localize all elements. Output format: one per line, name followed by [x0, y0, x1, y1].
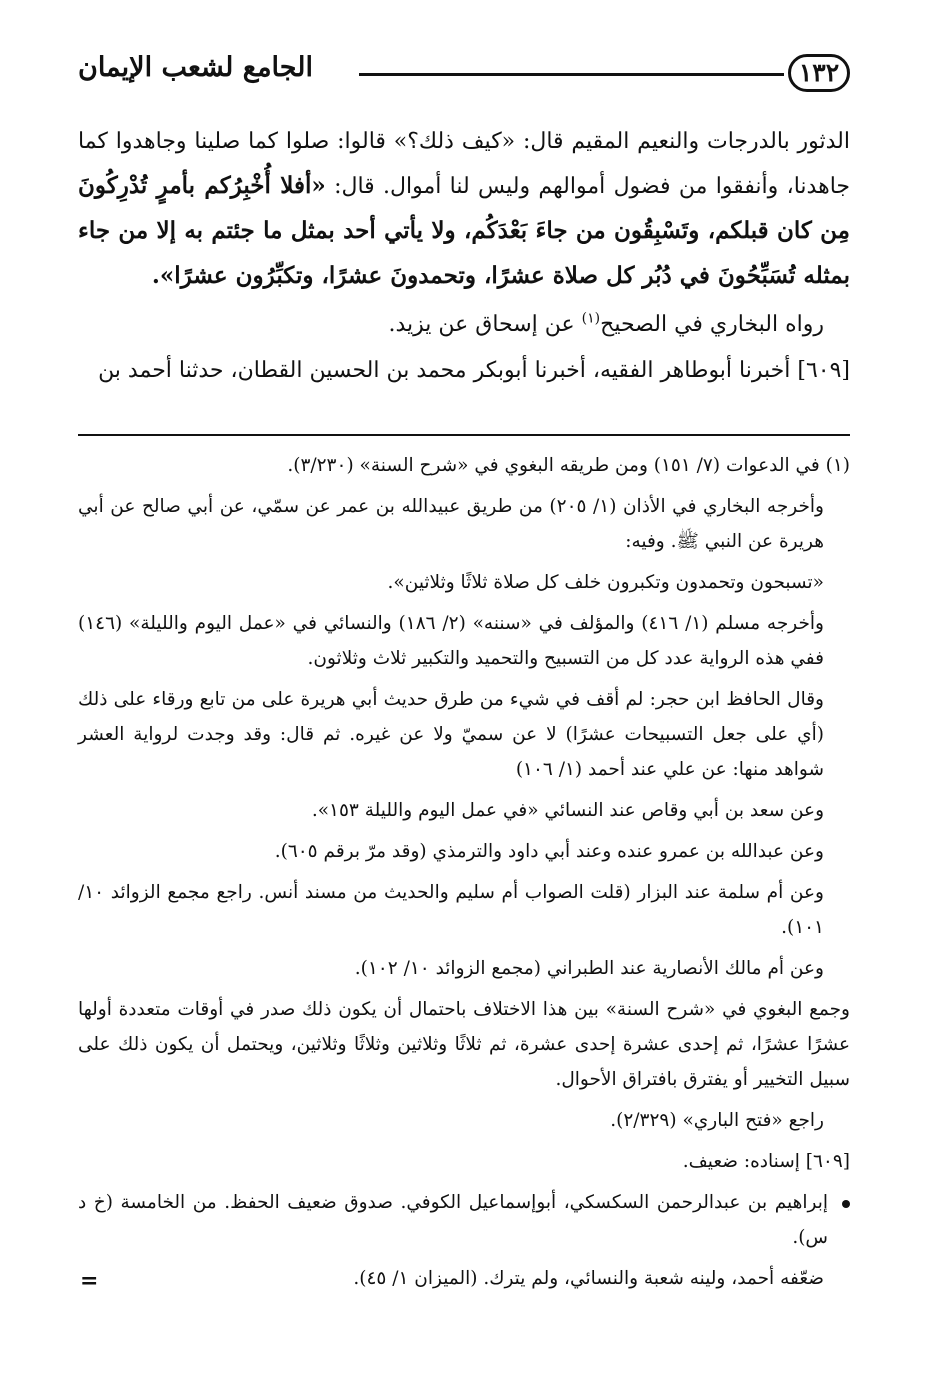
footnote-ref: (١)	[581, 310, 601, 327]
footnote-paragraph: وعن أم مالك الأنصارية عند الطبراني (مجمع الزوائد ١٠/ ١٠٢).	[354, 958, 824, 979]
footnote-separator	[78, 434, 850, 436]
footnote-paragraph: وجمع البغوي في «شرح السنة» بين هذا الاختلاف باحتمال أن يكون ذلك صدر في أوقات متعددة أولها عشرًا عشرًا، ثم إحدى عشرة إحدى عشرة، ثم ثلاثًا وثلاثين وثلاثًا وثلاثين، ويحتمل أن يكون ذلك على سبيل التخيير أو يفترق بافتراق الأحوال.	[78, 999, 850, 1090]
header-rule	[359, 73, 784, 76]
footnote-heading: [٦٠٩] إسناده: ضعيف.	[682, 1151, 850, 1172]
footnote-paragraph: وعن سعد بن أبي وقاص عند النسائي «في عمل اليوم والليلة ١٥٣».	[311, 800, 824, 821]
hadith-text: «أفلا أُخْبِرُكم بأمرٍ تُدْرِكُونَ مِن كان قبلكم، وتَسْبِقُون من جاءَ بَعْدَكُم، ولا يأتي أحد بمثل ما جئتم به إلا من جاء بمثله تُسَبِّحُونَ في دُبُر كل صلاة عشرًا، وتحمدونَ عشرًا، وتكبِّرُون عشرًا».	[78, 172, 850, 289]
source-line	[78, 303, 850, 347]
next-chain: أخبرنا أبوطاهر الفقيه، أخبرنا أبوبكر محمد بن الحسين القطان، حدثنا أحمد بن	[98, 358, 791, 383]
hadith-number: [٦٠٩]	[797, 358, 850, 383]
main-paragraph	[78, 120, 850, 299]
next-hadith	[78, 349, 850, 393]
bullet-icon	[842, 1200, 850, 1208]
footnote-paragraph: وأخرجه البخاري في الأذان (١/ ٢٠٥) من طريق عبيدالله بن عمر عن سمّي، عن أبي صالح عن أبي هريرة عن النبي ﷺ. وفيه:	[78, 496, 824, 552]
footnote-paragraph: وعن عبدالله بن عمرو عنده وعند أبي داود والترمذي (وقد مرّ برقم ٦٠٥).	[274, 841, 824, 862]
footnote-paragraph: وأخرجه مسلم (١/ ٤١٦) والمؤلف في «سننه» (٢/ ١٨٦) والنسائي في «عمل اليوم والليلة» (١٤٦) ففي هذه الرواية عدد كل من التسبيح والتحميد والتكبير ثلاث وثلاثون.	[78, 613, 824, 669]
footnote-1: (١) في الدعوات (٧/ ١٥١) ومن طريقه البغوي في «شرح السنة» (٣/٢٣٠).	[287, 455, 850, 476]
footnote-paragraph: راجع «فتح الباري» (٢/٣٢٩).	[610, 1110, 824, 1131]
source-text-b: عن إسحاق عن يزيد.	[388, 312, 575, 337]
footnotes	[78, 448, 850, 1302]
footnote-paragraph: وعن أم سلمة عند البزار (قلت الصواب أم سليم والحديث من مسند أنس. راجع مجمع الزوائد ١٠/ ١٠١).	[78, 882, 824, 938]
narrator-entry	[78, 1185, 850, 1255]
narration-text: الدثور بالدرجات والنعيم المقيم قال: «كيف ذلك؟» قالوا: صلوا كما صلينا وجاهدوا كما جاهدنا، وأنفقوا من فضول أموالهم وليس لنا أموال. قال:	[78, 129, 850, 199]
footnote-paragraph: «تسبحون وتحمدون وتكبرون خلف كل صلاة ثلاثًا وثلاثين».	[387, 572, 824, 593]
main-text	[78, 120, 850, 393]
source-text-a: رواه البخاري في الصحيح	[600, 312, 824, 337]
footnote-paragraph: وقال الحافظ ابن حجر: لم أقف في شيء من طرق حديث أبي هريرة على من تابع ورقاء على ذلك (أي على جعل التسبيحات عشرًا) لا عن سميّ ولا عن غيره. ثم قال: وقد وجدت لرواية العشر شواهد منها: عن علي عند أحمد (١/ ١٠٦)	[78, 689, 824, 780]
page-number: ١٣٢	[788, 54, 850, 92]
page-header	[78, 44, 850, 108]
footnote-paragraph: ضعّفه أحمد، ولينه شعبة والنسائي، ولم يترك. (الميزان ١/ ٤٥).	[353, 1268, 824, 1289]
narrator-text: إبراهيم بن عبدالرحمن السكسكي، أبوإسماعيل الكوفي. صدوق ضعيف الحفظ. من الخامسة (خ د س).	[78, 1192, 828, 1248]
book-title: الجامع لشعب الإيمان	[78, 52, 313, 83]
continuation-mark: =	[80, 1268, 99, 1294]
